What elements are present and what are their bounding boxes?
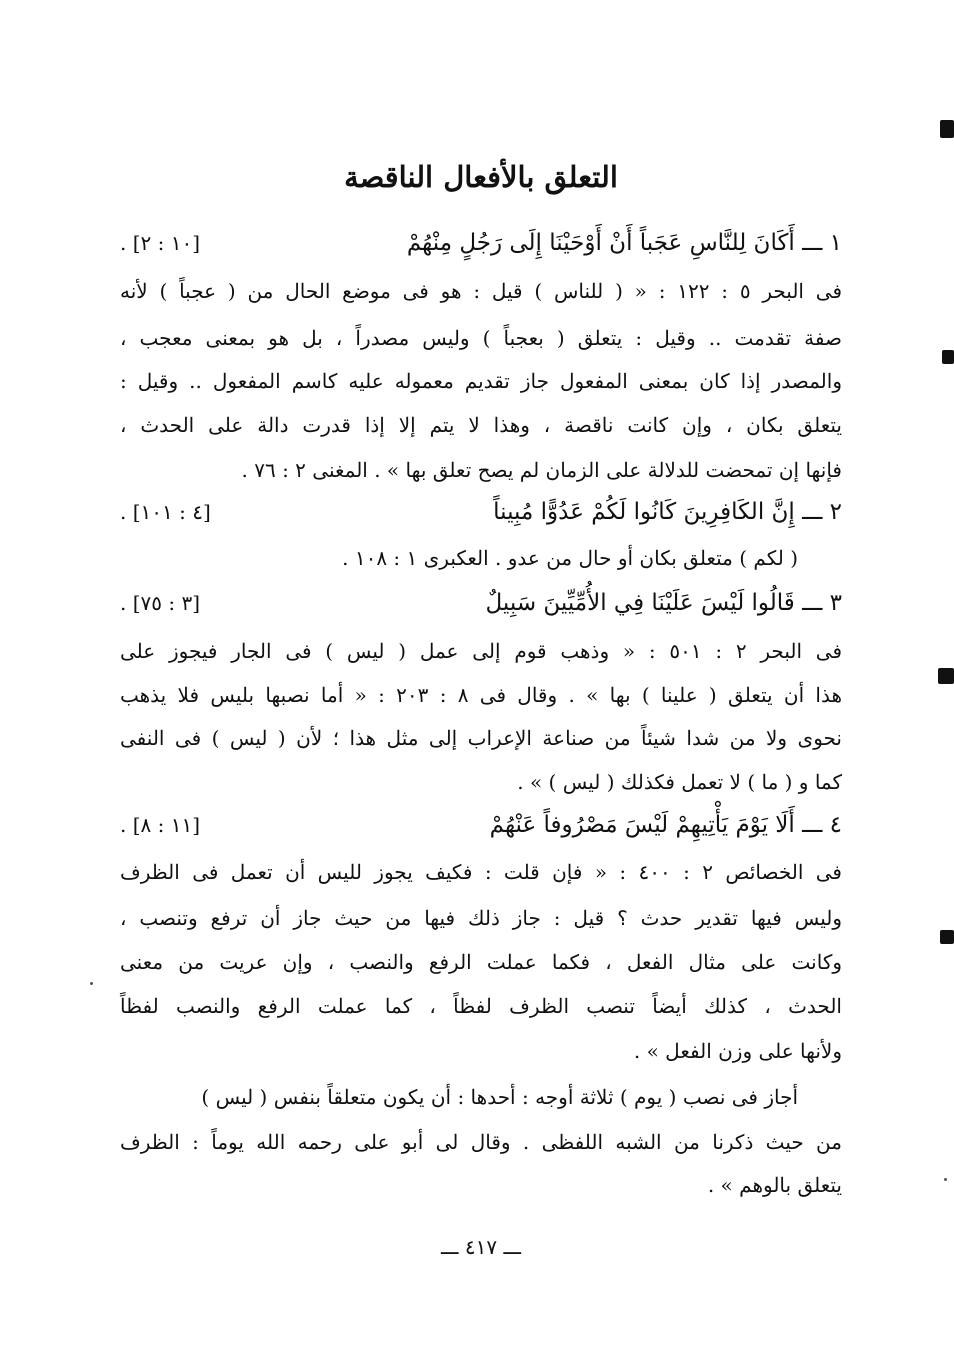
paragraph-line: فى البحر ٢ : ٥٠١ : « وذهب قوم إلى عمل ( ليس ) فى الجار فيجوز على <box>120 639 843 663</box>
paragraph-line: ( لكم ) متعلق بكان أو حال من عدو . العكبرى ١ : ١٠٨ . <box>342 546 798 570</box>
paragraph-line: فإنها إن تمحضت للدلالة على الزمان لم يصح تعلق بها » . المغنى ٢ : ٧٦ . <box>241 458 842 482</box>
scan-edge-mark <box>940 120 954 138</box>
verse-1 <box>120 228 842 258</box>
paragraph-line: يتعلق بالوهم » . <box>707 1173 842 1197</box>
verse-2-reference: [٤ : ١٠١] . <box>120 500 211 524</box>
verse-2-text: ٢ ـــ إِنَّ الكَافِرِينَ كَانُوا لَكُمْ عَدُوًّا مُبِيناً <box>493 499 842 525</box>
page-number: ـــ ٤١٧ ـــ <box>440 1235 522 1259</box>
paragraph-line: الحدث ، كذلك أيضاً تنصب الظرف لفظاً ، كما عملت الرفع والنصب لفظاً <box>120 994 842 1018</box>
verse-1-reference: [١٠ : ٢] . <box>120 231 201 255</box>
paragraph-line: نحوى ولا من شدا شيئاً من صناعة الإعراب إلى مثل هذا ؛ لأن ( ليس ) فى النفى <box>120 726 843 750</box>
verse-3-reference: [٣ : ٧٥] . <box>120 591 201 615</box>
verse-2 <box>120 497 842 527</box>
page-content <box>120 0 842 1349</box>
scan-edge-mark <box>938 668 954 684</box>
scan-speck <box>90 982 93 985</box>
verse-1-text: ١ ـــ أَكَانَ لِلنَّاسِ عَجَباً أَنْ أَوْحَيْنَا إِلَى رَجُلٍ مِنْهُمْ <box>406 230 842 256</box>
paragraph-line: هذا أن يتعلق ( علينا ) بها » . وقال فى ٨ : ٢٠٣ : « أما نصبها بليس فلا يذهب <box>120 683 843 707</box>
paragraph-line: كما و ( ما ) لا تعمل فكذلك ( ليس ) » . <box>517 770 842 794</box>
scan-edge-mark <box>942 350 954 364</box>
scan-edge-mark <box>940 930 954 944</box>
paragraph-line: وكانت على مثال الفعل ، فكما عملت الرفع والنصب ، وإن عريت من معنى <box>120 950 842 974</box>
paragraph-line: من حيث ذكرنا من الشبه اللفظى . وقال لى أبو على رحمه الله يوماً : الظرف <box>120 1130 842 1154</box>
verse-3-text: ٣ ـــ قَالُوا لَيْسَ عَلَيْنَا فِي الأُمِّيِّينَ سَبِيلٌ <box>485 590 842 616</box>
paragraph-line: وليس فيها تقدير حدث ؟ قيل : جاز ذلك فيها من حيث جاز أن ترفع وتنصب ، <box>120 906 842 930</box>
paragraph-line: فى الخصائص ٢ : ٤٠٠ : « فإن قلت : فكيف يجوز لليس أن تعمل فى الظرف <box>120 860 842 884</box>
verse-3 <box>120 588 842 618</box>
paragraph-line: أجاز فى نصب ( يوم ) ثلاثة أوجه : أحدها : أن يكون متعلقاً بنفس ( ليس ) <box>201 1085 798 1109</box>
verse-4-reference: [١١ : ٨] . <box>120 813 201 837</box>
paragraph-line: والمصدر إذا كان بمعنى المفعول جاز تقديم معموله عليه كاسم المفعول .. وقيل : <box>120 369 842 393</box>
scan-speck <box>944 1178 947 1181</box>
paragraph-line: ولأنها على وزن الفعل » . <box>633 1039 842 1063</box>
paragraph-line: يتعلق بكان ، وإن كانت ناقصة ، وهذا لا يتم إلا إذا قدرت دالة على الحدث ، <box>120 413 842 437</box>
verse-4 <box>120 810 842 840</box>
paragraph-line: فى البحر ٥ : ١٢٢ : « ( للناس ) قيل : هو فى موضع الحال من ( عجباً ) لأنه <box>120 279 843 303</box>
verse-4-text: ٤ ـــ أَلَا يَوْمَ يَأْتِيهِمْ لَيْسَ مَصْرُوفاً عَنْهُمْ <box>489 812 842 838</box>
paragraph-line: صفة تقدمت .. وقيل : يتعلق ( بعجباً ) وليس مصدراً ، بل هو بمعنى معجب ، <box>120 326 842 350</box>
section-title: التعلق بالأفعال الناقصة <box>344 160 618 194</box>
